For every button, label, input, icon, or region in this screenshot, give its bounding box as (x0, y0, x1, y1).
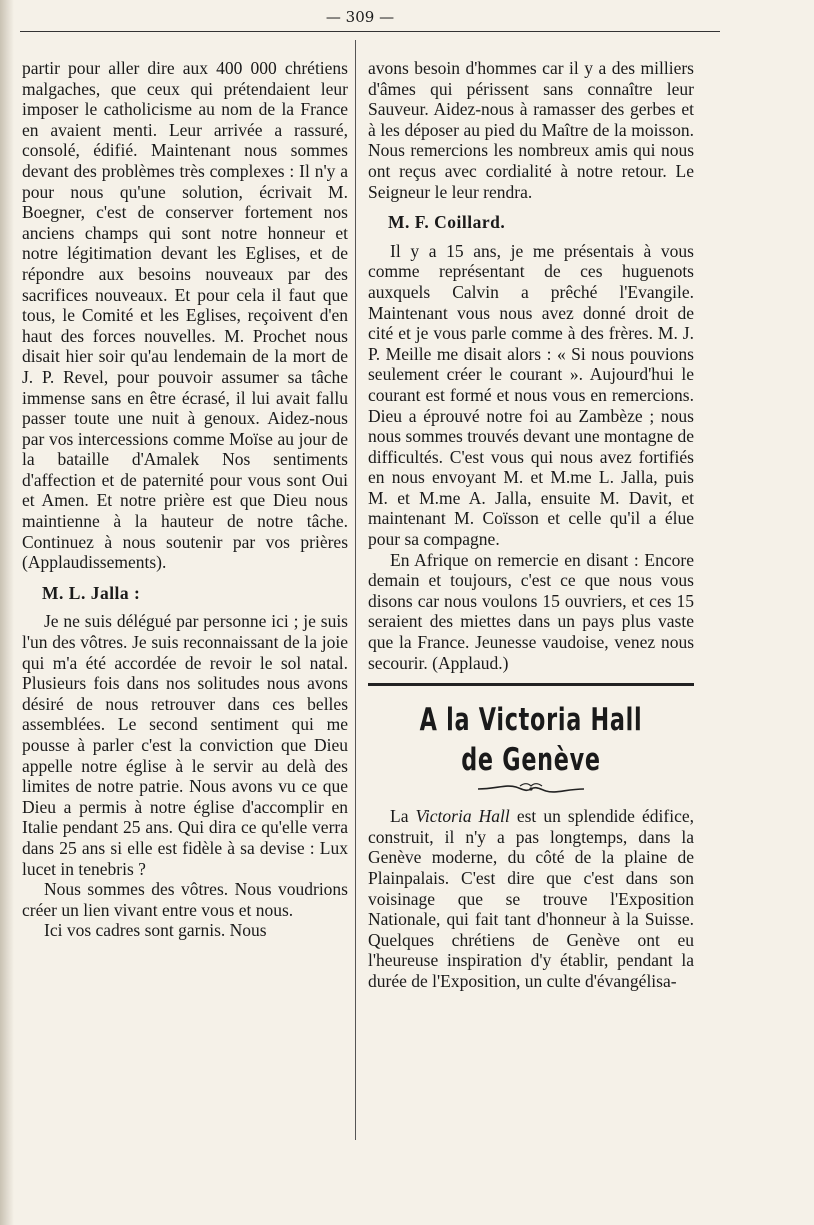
paragraph: En Afrique on remercie en disant : Encore demain et toujours, c'est ce que nous vous disons car nous voulons 15 ouvriers, et ces 15 seraient des miettes dans un pays plus vaste que la France. Jeunesse vaudoise, venez nous secourir. (Applaud.) (368, 549, 694, 673)
paragraph: Ici vos cadres sont garnis. Nous (44, 920, 267, 941)
paragraph: Je ne suis délégué par personne ici ; je suis l'un des vôtres. Je suis reconnaissant de la joie qui m'a été accordée de revoir le sol natal. Plusieurs fois dans nos solitudes nous avons désiré de nous retrouver dans ces belles assemblées. Le second sentiment qui me pousse à parler c'est la conviction que Dieu appelle notre église à le servir au delà des limites de notre patrie. Nous avons vu ce que Dieu a permis à notre église d'accomplir en Italie pendant 25 ans. Qui dira ce qu'elle verra dans 25 ans si elle est fidèle à sa devise : Lux lucet in tenebris ? (22, 611, 348, 879)
left-column (22, 58, 348, 941)
section-rule (368, 683, 694, 686)
paragraph: La Victoria Hall est un splendide édifice, construit, il n'y a pas longtemps, dans la Genève moderne, du côté de la plaine de Plainpalais. C'est dire que c'est dans son voisinage que se trouve l'Exposition Nationale, qui fait tant d'honneur à la Suisse. Quelques chrétiens de Genève ont eu l'heureuse inspiration d'y établir, pendant la durée de l'Exposition, un culte d'évangélisa- (368, 806, 694, 991)
section-title: A la Victoria Hall de Genève (419, 702, 643, 779)
speaker-heading: M. F. Coillard. (388, 212, 506, 233)
speaker-heading: M. L. Jalla : (42, 582, 141, 603)
italic-name: Victoria Hall (415, 806, 510, 827)
right-column (368, 58, 694, 992)
paragraph: Nous sommes des vôtres. Nous voudrions créer un lien vivant entre vous et nous. (22, 879, 348, 920)
paragraph: Il y a 15 ans, je me présentais à vous comme représentant de ces huguenots auxquels Calvin a prêché l'Evangile. Maintenant vous nous avez donné droit de cité et je vous parle comme à des frères. M. J. P. Meille me disait alors : « Si nous pouvions seulement créer le courant ». Aujourd'hui le courant est formé et nous vous en remercions. Dieu a éprouvé notre foi au Zambèze ; nous nous sommes trouvés devant une montagne de difficultés. C'est vous qui nous avez fortifiés en nous envoyant M. et M.me L. Jalla, puis M. et M.me A. Jalla, ensuite M. Davit, et maintenant M. Coïsson et celle qu'il a élue pour sa compagne. (368, 240, 694, 550)
page-edge-shadow (0, 0, 14, 1225)
paragraph: avons besoin d'hommes car il y a des milliers d'âmes qui périssent sans connaître leur Sauveur. Aidez-nous à ramasser des gerbes et à les déposer au pied du Maître de la moisson. Nous remercions les nombreux amis qui nous ont reçus avec cordialité à notre retour. Le Seigneur le leur rendra. (368, 58, 694, 202)
column-divider (355, 40, 356, 1140)
header-rule (20, 31, 720, 32)
ornament-divider-icon (476, 782, 586, 796)
paragraph: partir pour aller dire aux 400 000 chrétiens malgaches, que ceux qui prétendaient leur imposer le catholicisme au nom de la France en avaient menti. Leur arrivée a rassuré, consolé, édifié. Maintenant nous sommes devant des problèmes très complexes : Il n'y a pour nous qu'une solution, écrivait M. Boegner, c'est de conserver fortement nos anciens champs qui sont notre honneur et notre légitimation devant les Eglises, et de répondre aux besoins nouveaux par des sacrifices nouveaux. Et pour cela il faut que tous, le Comité et les Eglises, reçoivent d'en haut des forces nouvelles. M. Prochet nous disait hier soir qu'au lendemain de la mort de J. P. Revel, pour pouvoir assumer sa tâche immense sans en être écrasé, il lui avait fallu passer toute une nuit à genoux. Aidez-nous par vos intercessions comme Moïse au jour de la bataille d'Amalek Nos sentiments d'affection et de paternité pour vous sont Oui et Amen. Et notre prière est que Dieu nous maintienne à la hauteur de notre tâche. Continuez à nous soutenir par vos prières (Applaudissements). (22, 58, 348, 573)
page-number: — 309 — (325, 8, 395, 26)
